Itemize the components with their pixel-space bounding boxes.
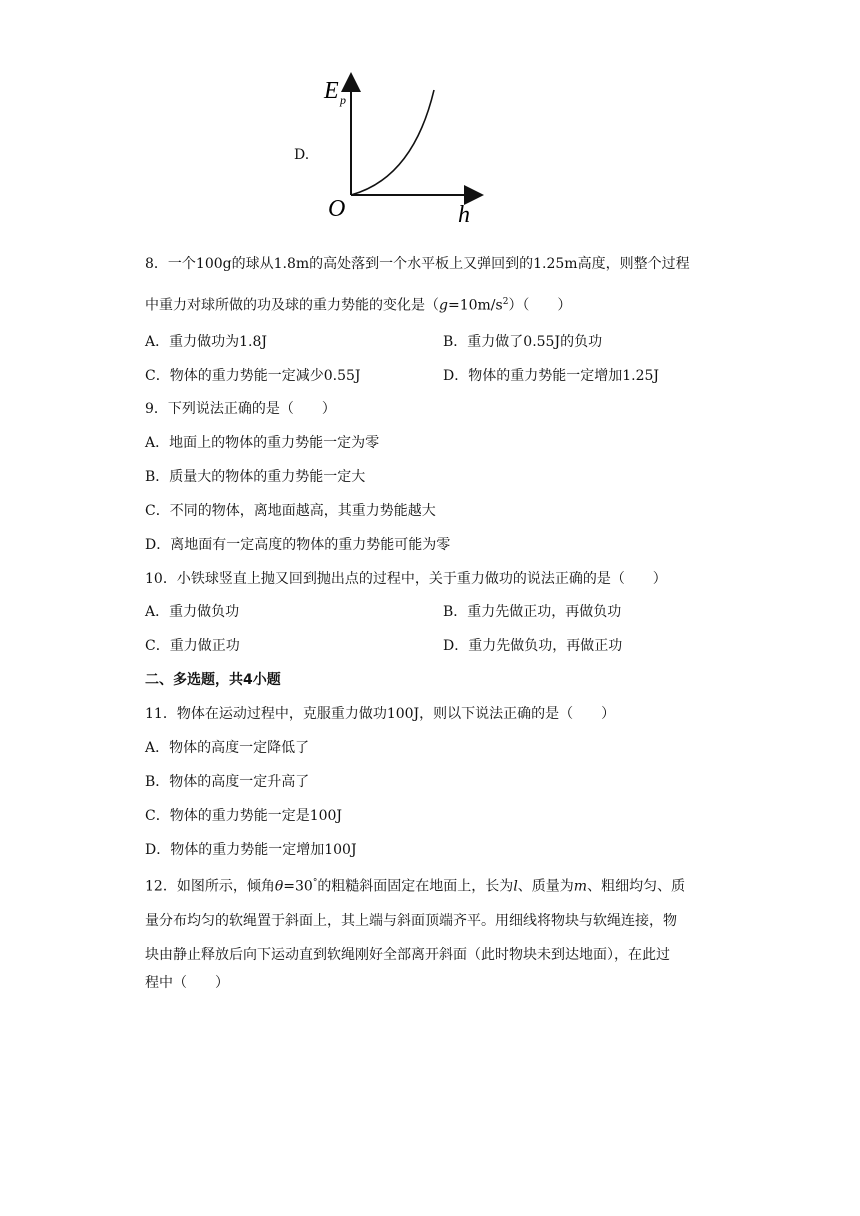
- q12-line1-pre: 12．如图所示，倾角: [145, 878, 275, 895]
- q10-option-a: A．重力做负功: [145, 604, 240, 620]
- q8-stem-line1: 8．一个100g的球从1.8m的高处落到一个水平板上又弹回到的1.25m高度，则整个过程: [145, 256, 690, 272]
- q12-stem-line4: 程中（ ）: [145, 975, 229, 991]
- x-axis-label: h: [458, 202, 470, 228]
- q8-stem-line2: [145, 292, 571, 316]
- q12-stem-line2: 量分布均匀的软绳置于斜面上，其上端与斜面顶端齐平。用细线将物块与软绳连接，物: [145, 913, 677, 929]
- q12-line1-post: 、粗细均匀、质: [587, 878, 686, 895]
- q11-stem: 11．物体在运动过程中，克服重力做功100J，则以下说法正确的是（ ）: [145, 706, 616, 722]
- q12-degree: °: [312, 878, 318, 888]
- q9-option-a: A．地面上的物体的重力势能一定为零: [145, 435, 380, 451]
- q12-stem-line3: 块由静止释放后向下运动直到软绳刚好全部离开斜面（此时物块未到达地面），在此过: [145, 947, 670, 963]
- q8-option-c: C．物体的重力势能一定减少0.55J: [145, 368, 361, 384]
- q12-m-symbol: m: [573, 878, 588, 895]
- q11-option-b: B．物体的高度一定升高了: [145, 774, 310, 790]
- q8-stem-line2-pre: 中重力对球所做的功及球的重力势能的变化是（: [145, 297, 439, 314]
- q7-graph-ep-h: [318, 70, 488, 230]
- q8-stem-line2-post: ）（ ）: [508, 297, 572, 314]
- q11-option-c: C．物体的重力势能一定是100J: [145, 808, 343, 824]
- q8-option-b: B．重力做了0.55J的负功: [443, 334, 603, 350]
- q12-l-symbol: l: [513, 878, 518, 895]
- q12-line1-mid2: 、质量为: [517, 878, 574, 895]
- q7-option-d-label: D.: [294, 147, 310, 163]
- q12-stem-line1: [145, 873, 685, 897]
- y-axis-label: E: [324, 78, 339, 104]
- q9-option-d: D．离地面有一定高度的物体的重力势能可能为零: [145, 537, 451, 553]
- ep-curve: [351, 90, 434, 195]
- q8-option-d: D．物体的重力势能一定增加1.25J: [443, 368, 660, 384]
- q8-option-a: A．重力做功为1.8J: [145, 334, 267, 350]
- q10-option-b: B．重力先做正功，再做负功: [443, 604, 622, 620]
- q12-angle: =30: [283, 878, 313, 895]
- q10-option-c: C．重力做正功: [145, 638, 240, 654]
- q8-g-symbol: g: [439, 297, 448, 314]
- q9-option-b: B．质量大的物体的重力势能一定大: [145, 469, 366, 485]
- q11-option-d: D．物体的重力势能一定增加100J: [145, 842, 357, 858]
- q12-theta: θ: [274, 878, 284, 895]
- section-title-multiple-choice: 二、多选题，共4小题: [145, 672, 281, 688]
- origin-label: O: [328, 196, 346, 222]
- q10-stem: 10．小铁球竖直上抛又回到抛出点的过程中，关于重力做功的说法正确的是（ ）: [145, 571, 667, 587]
- q9-stem: 9．下列说法正确的是（ ）: [145, 401, 336, 417]
- q8-g-exponent: 2: [502, 297, 509, 307]
- q9-option-c: C．不同的物体，离地面越高，其重力势能越大: [145, 503, 436, 519]
- q11-option-a: A．物体的高度一定降低了: [145, 740, 310, 756]
- q12-line1-mid: 的粗糙斜面固定在地面上，长为: [317, 878, 514, 895]
- y-axis-subscript: p: [340, 93, 346, 107]
- q8-g-value: =10m/s: [447, 297, 503, 314]
- q10-option-d: D．重力先做负功，再做正功: [443, 638, 623, 654]
